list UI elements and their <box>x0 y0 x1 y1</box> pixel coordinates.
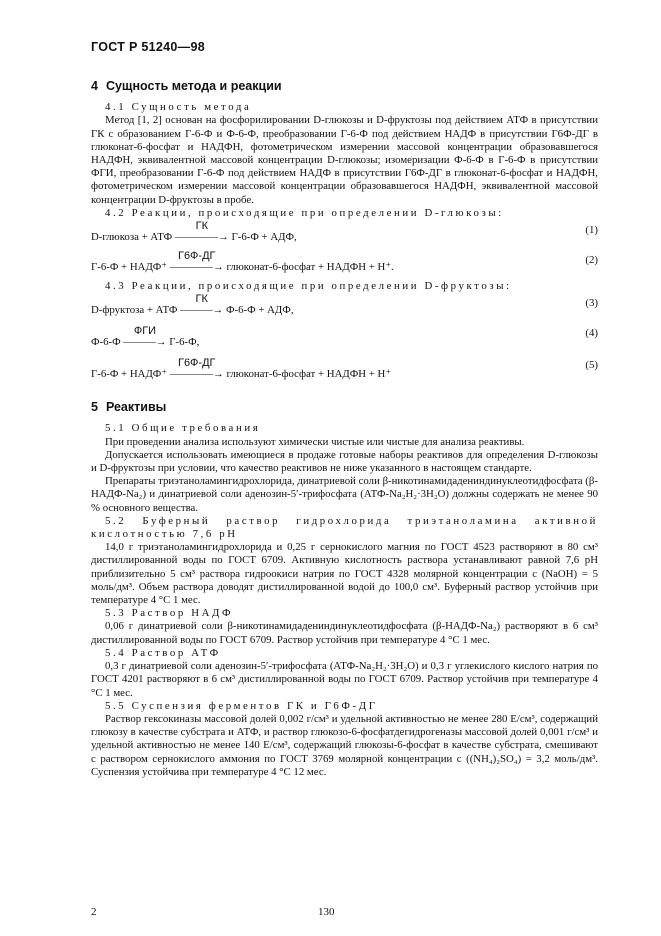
section-5-number: 5 <box>91 400 98 415</box>
clause-4-1-body: Метод [1, 2] основан на фосфорилировании D-глюкозы и D-фруктозы под действием АТФ в присутствии ГК с образованием Г-6-Ф и Ф-6-Ф, преобразовании Г-6-Ф под действием НАДФ в присутствии Г6Ф-ДГ в глюконат-6-фосфат и НАДФН, фотометрическом измерении массовой концентрации образовавшегося НАДФН, эквивалентной массовой концентрации D-глюкозы; изомеризации Ф-6-Ф в Г-6-Ф в присутствии ФГИ, преобразовании Г-6-Ф под действием НАДФ в присутствии Г6Ф-ДГ в глюконат-6-фосфат и НАДФН, фотометрическом измерении массовой концентрации образовавшегося НАДФН, эквивалентной массовой концентрации D-фруктозы в пробе. <box>91 114 598 206</box>
clause-5-3-heading: 5.3 Раствор НАДФ <box>105 607 234 620</box>
equation-4-right: Г-6-Ф, <box>169 336 200 349</box>
clause-5-1-heading: 5.1 Общие требования <box>105 422 261 435</box>
section-4-title-text: Сущность метода и реакции <box>105 79 282 93</box>
equation-3-right: Ф-6-Ф + АДФ, <box>226 304 294 317</box>
equation-4-number: (4) <box>585 327 598 340</box>
equation-1 <box>91 220 598 250</box>
reaction-arrow: Г6Ф-ДГ ————→ <box>169 249 224 273</box>
reaction-arrow: ФГИ ———→ <box>123 325 167 349</box>
page-number: 2 <box>91 906 97 918</box>
reaction-arrow: Г6Ф-ДГ ————→ <box>169 357 224 381</box>
enzyme-label: ГК <box>195 219 208 232</box>
clause-4-1-heading: 4.1 Сущность метода <box>105 101 252 114</box>
clause-5-1-paragraph-3: Препараты триэтаноламингидрохлорида, динатриевой соли β-никотинамидадениндинуклеотидфосфата (β-НАДФ-Na₂) и динатриевой соли аденозин-5′-трифосфата (АТФ-Na₂H₂·3H₂O) должны содержать не менее 90 % основного вещества. <box>91 475 598 514</box>
equation-2-number: (2) <box>585 254 598 267</box>
equation-5-left: Г-6-Ф + НАДФ⁺ <box>91 368 168 381</box>
sheet-number: 130 <box>318 906 335 918</box>
clause-5-3-body: 0,06 г динатриевой соли β-никотинамидадениндинуклеотидфосфата (β-НАДФ-Na₂) растворяют в 6 см³ дистиллированной воды по ГОСТ 6709. Раствор устойчив при температуре 4 °С 1 мес. <box>91 620 598 646</box>
equation-2-left: Г-6-Ф + НАДФ⁺ <box>91 260 168 273</box>
equation-4-left: Ф-6-Ф <box>91 336 121 349</box>
enzyme-label: ГК <box>195 293 208 306</box>
clause-4-2-heading: 4.2 Реакции, происходящие при определении D-глюкозы: <box>105 206 504 219</box>
clause-5-2-heading: 5.2 Буферный раствор гидрохлорида триэтаноламина активной кислотностью 7,6 рН <box>91 514 598 541</box>
clause-5-1-paragraph-1: При проведении анализа используют химически чистые или чистые для анализа реактивы. <box>105 435 525 448</box>
equation-3-number: (3) <box>585 297 598 310</box>
equation-5-right: глюконат-6-фосфат + НАДФН + Н⁺ <box>226 368 392 381</box>
enzyme-label: ФГИ <box>133 325 157 338</box>
equation-5 <box>91 355 598 387</box>
clause-5-4-body: 0,3 г динатриевой соли аденозин-5′-трифосфата (АТФ-Na₂H₂·3H₂O) и 0,3 г углекислого кислого натрия по ГОСТ 4201 растворяют в 6 см³ дистиллированной воды по ГОСТ 6709. Раствор устойчив при температуре 4 °С 1 мес. <box>91 660 598 699</box>
equation-5-number: (5) <box>585 359 598 372</box>
clause-4-3-heading: 4.3 Реакции, происходящие при определении D-фруктозы: <box>105 280 512 293</box>
enzyme-label: Г6Ф-ДГ <box>177 357 216 370</box>
clause-5-1-paragraph-2: Допускается использовать имеющиеся в продаже готовые наборы реактивов для определения D-глюкозы и D-фруктозы при условии, что качество реактивов не ниже указанного в настоящем стандарте. <box>91 448 598 475</box>
section-4-title <box>91 80 598 93</box>
equation-3-left: D-фруктоза + АТФ <box>91 304 178 317</box>
equation-1-left: D-глюкоза + АТФ <box>91 230 173 243</box>
clause-5-5-body: Раствор гексокиназы массовой долей 0,002 г/см³ и удельной активностью не менее 280 Е/см³, содержащий глюкозу в качестве субстрата и АТФ, и раствор глюкозо-6-фосфатдегидрогеназы массовой долей 0,001 г/см³ и удельной активностью не менее 140 Е/см³, содержащий глюкозы-6-фосфат в качестве субстрата, смешивают с раствором сернокислого аммония по ГОСТ 3769 молярной концентрации с ((NH₄)₂SO₄) = 3,2 моль/дм³. Суспензия устойчива при температуре 4 °С 12 мес. <box>91 712 598 778</box>
clause-5-4-heading: 5.4 Раствор АТФ <box>105 646 221 659</box>
equation-1-number: (1) <box>585 224 598 237</box>
section-4-number: 4 <box>91 79 98 93</box>
equation-4 <box>91 323 598 355</box>
document-id-header: ГОСТ Р 51240—98 <box>91 40 205 54</box>
reaction-arrow: ГК ————→ <box>174 219 229 243</box>
reaction-arrow: ГК ———→ <box>180 293 224 317</box>
page-content <box>91 68 598 779</box>
equation-2 <box>91 250 598 280</box>
section-5-title <box>91 401 598 414</box>
section-5-title-text: Реактивы <box>105 400 167 415</box>
enzyme-label: Г6Ф-ДГ <box>177 249 216 262</box>
equation-2-right: глюконат-6-фосфат + НАДФН + Н⁺. <box>226 260 394 273</box>
clause-5-5-heading: 5.5 Суспензия ферментов ГК и Г6Ф-ДГ <box>105 699 378 712</box>
equation-1-right: Г-6-Ф + АДФ, <box>231 230 297 243</box>
equation-3 <box>91 293 598 323</box>
clause-5-2-body: 14,0 г триэтаноламингидрохлорида и 0,25 г сернокислого магния по ГОСТ 4523 растворяют в 80 см³ дистиллированной воды по ГОСТ 6709. Активную кислотность раствора устанавливают равной 7,6 рН приблизительно 5 см³ раствора гидроокиси натрия по ГОСТ 4328 молярной концентрации с (NaOH) = 5 моль/дм³. Объем раствора доводят дистиллированной водой до 100,0 см³. Буферный раствор устойчив при температуре 4 °С 1 мес. <box>91 541 598 607</box>
